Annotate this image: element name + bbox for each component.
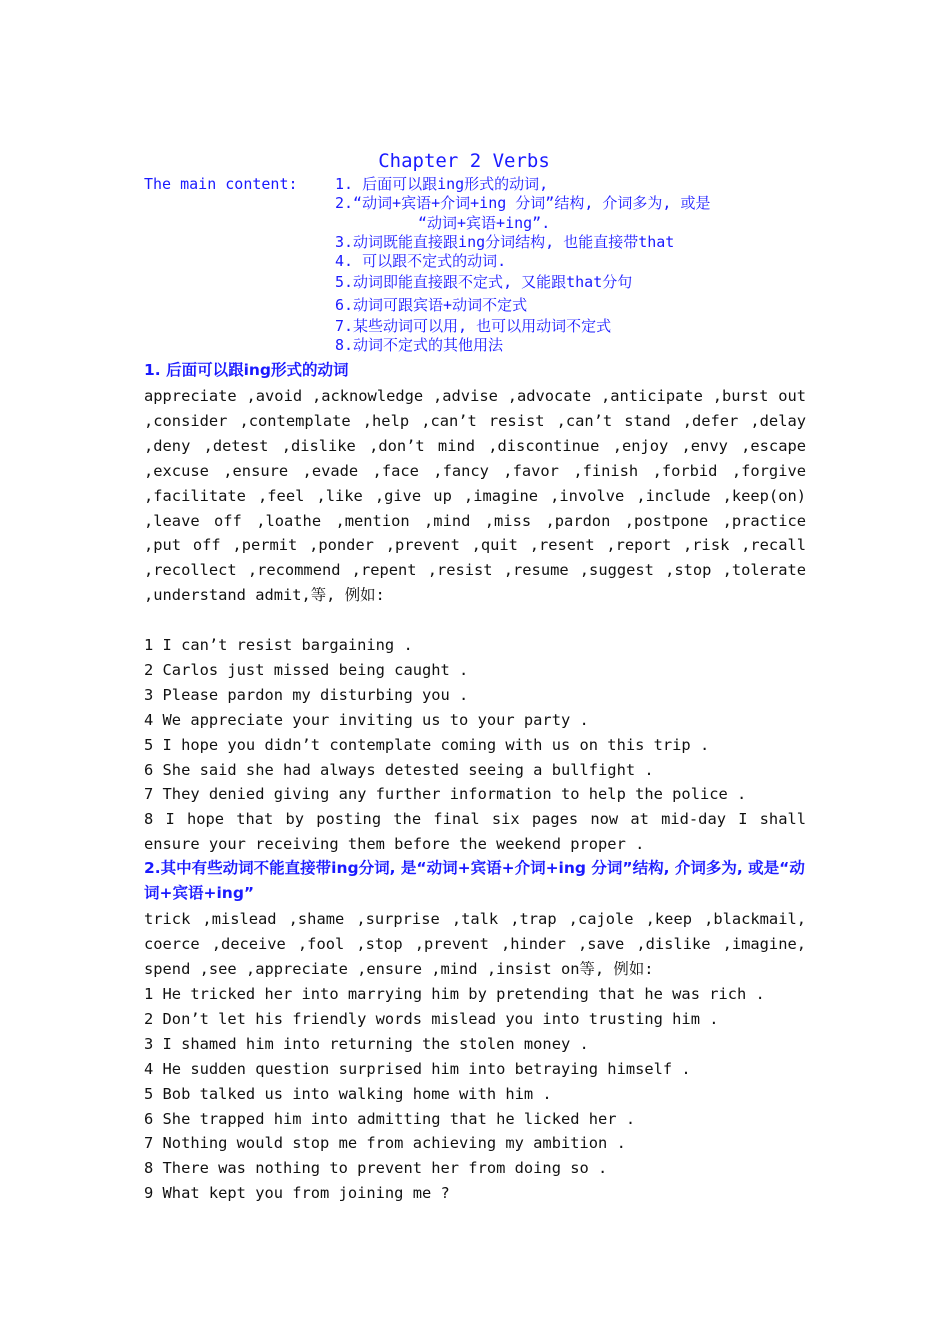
toc-item-continuation: “动词+宾语+ing”. <box>418 213 551 232</box>
example-sentence: 5 Bob talked us into walking home with him . <box>144 1084 552 1103</box>
example-sentence: 5 I hope you didn’t contemplate coming with us on this trip . <box>144 735 710 754</box>
example-sentence: 4 We appreciate your inviting us to your party . <box>144 710 589 729</box>
table-of-contents <box>335 175 815 356</box>
section-1-examples <box>144 633 806 857</box>
toc-label: The main content: <box>144 175 298 193</box>
example-sentence: 7 They denied giving any further information to help the police . <box>144 785 747 804</box>
example-sentence: 6 She said she had always detested seeing a bullfight . <box>144 760 654 779</box>
toc-item: 2.“动词+宾语+介词+ing 分词”结构, 介词多为, 或是 <box>335 194 711 213</box>
example-sentence: 3 Please pardon my disturbing you . <box>144 685 469 704</box>
toc-item: 7.某些动词可以用, 也可以用动词不定式 <box>335 317 612 336</box>
example-sentence: 2 Don’t let his friendly words mislead you into trusting him . <box>144 1009 719 1028</box>
example-sentence: 4 He sudden question surprised him into betraying himself . <box>144 1059 691 1078</box>
toc-item: 3.动词既能直接跟ing分词结构, 也能直接带that <box>335 232 675 251</box>
example-sentence: 1 He tricked her into marrying him by pretending that he was rich . <box>144 985 765 1003</box>
example-sentence: 9 What kept you from joining me ? <box>144 1184 450 1203</box>
section-1-heading: 1. 后面可以跟ing形式的动词 <box>144 361 349 379</box>
section-2-heading: 2.其中有些动词不能直接带ing分词, 是“动词+宾语+介词+ing 分词”结构, 介词多为, 或是“动词+宾语+ing” <box>144 859 805 902</box>
example-sentence: 2 Carlos just missed being caught . <box>144 660 469 679</box>
example-sentence: 8 I hope that by posting the final six pages now at mid-day I shall ensure your receiving them before the weekend proper . <box>144 810 806 854</box>
example-sentence: 8 There was nothing to prevent her from doing so . <box>144 1159 608 1178</box>
section-2-examples <box>144 982 806 1206</box>
toc-item: 8.动词不定式的其他用法 <box>335 336 504 355</box>
section-1-verb-list: appreciate ,avoid ,acknowledge ,advise ,advocate ,anticipate ,burst out ,consider ,contemplate ,help ,can’t resist ,can’t stand ,defer ,delay ,deny ,detest ,dislike ,don’t mind ,discontinue ,enjoy ,envy ,escape ,excuse ,ensure ,evade ,face ,fancy ,favor ,finish ,forbid ,forgive ,facilitate ,feel ,like ,give up ,imagine ,involve ,include ,keep(on) ,leave off ,loathe ,mention ,mind ,miss ,pardon ,postpone ,practice ,put off ,permit ,ponder ,prevent ,quit ,resent ,report ,risk ,recall ,recollect ,recommend ,repent ,resist ,resume ,suggest ,stop ,tolerate ,understand admit,等, 例如: <box>144 387 806 605</box>
example-sentence: 6 She trapped him into admitting that he licked her . <box>144 1109 636 1128</box>
example-sentence: 7 Nothing would stop me from achieving my ambition . <box>144 1134 626 1153</box>
section-2-verb-list: trick ,mislead ,shame ,surprise ,talk ,trap ,cajole ,keep ,blackmail, coerce ,deceive ,fool ,stop ,prevent ,hinder ,save ,dislike ,imagine, spend ,see ,appreciate ,ensure ,mind ,insist on等, 例如: <box>144 910 806 978</box>
toc-item: 4. 可以跟不定式的动词. <box>335 252 507 271</box>
toc-item: 6.动词可跟宾语+动词不定式 <box>335 295 528 314</box>
example-sentence: 1 I can’t resist bargaining . <box>144 636 413 654</box>
toc-item: 1. 后面可以跟ing形式的动词, <box>335 175 549 193</box>
example-sentence: 3 I shamed him into returning the stolen money . <box>144 1034 589 1053</box>
toc-item: 5.动词即能直接跟不定式, 又能跟that分句 <box>335 273 633 292</box>
page-title: Chapter 2 Verbs <box>378 150 550 172</box>
